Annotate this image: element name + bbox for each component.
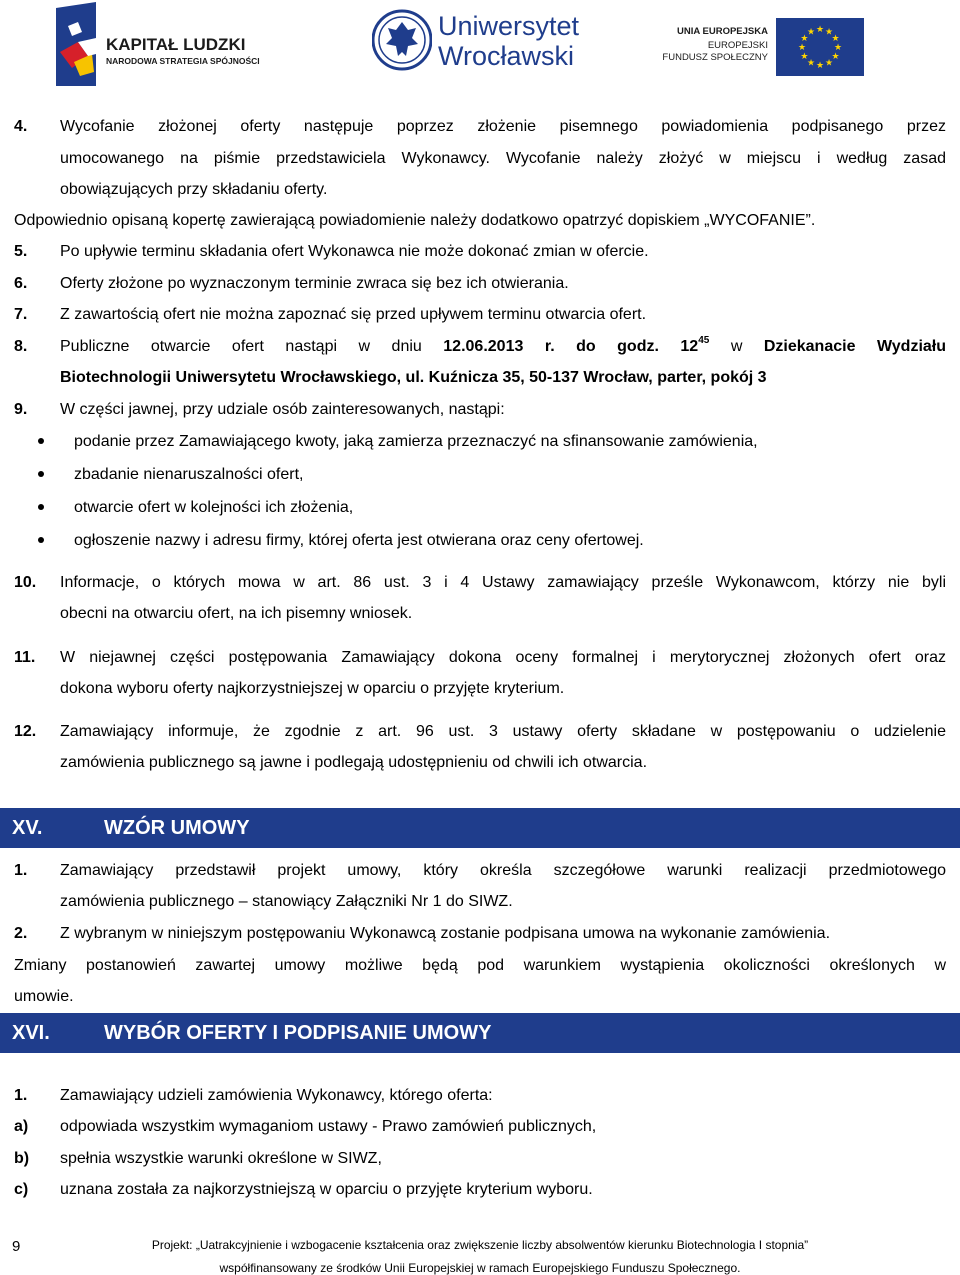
xvi-sub-letter: c) [14,1181,29,1198]
bullet-item: ogłoszenie nazwy i adresu firmy, której oferta jest otwierana oraz ceny ofertowej. [74,532,644,549]
bullet-item: podanie przez Zamawiającego kwoty, jaką zamierza przeznaczyć na sfinansowanie zamówienia, [74,433,758,450]
footer-project-line: Projekt: „Uatrakcyjnienie i wzbogacenie kształcenia oraz zwiększenie liczby absolwentów kierunku Biotechnologia I stopnia” [151,1238,809,1252]
item-4-number: 4. [14,118,28,135]
item-9-number: 9. [14,401,28,418]
xvi-item-1-number: 1. [14,1087,28,1104]
item-8-line2: Biotechnologii Uniwersytetu Wrocławskiego, ul. Kuźnicza 35, 50-137 Wrocław, parter, pokój 3 [60,369,767,386]
xv-item-1-line2: zamówienia publicznego – stanowiący Załączniki Nr 1 do SIWZ. [60,893,513,910]
kapital-ludzki-subtitle: NARODOWA STRATEGIA SPÓJNOŚCI [106,56,260,66]
opening-time [680,334,710,356]
bullet-icon [38,438,44,444]
section-xvi-title: WYBÓR OFERTY I PODPISANIE UMOWY [104,1022,492,1044]
xvi-sub-text: uznana została za najkorzystniejszą w oparciu o przyjęte kryterium wyboru. [60,1181,593,1198]
uniwersytet-wroclawski-logo [372,8,580,74]
eu-star-icon: ★ [815,60,825,70]
xv-item-2-line3: umowie. [14,988,74,1005]
item-4-line2: umocowanego na piśmie przedstawiciela Wykonawcy. Wycofanie należy złożyć w miejscu i według zasad [60,150,946,167]
opening-hour: 12 [680,338,699,355]
item-5-text: Po upływie terminu składania ofert Wykonawca nie może dokonać zmian w ofercie. [60,243,649,260]
item-8-line1 [60,334,946,356]
eu-star-icon: ★ [815,24,825,34]
opening-place: Dziekanacie [763,338,856,355]
item-4-line4: Odpowiednio opisaną kopertę zawierającą powiadomienie należy dodatkowo opatrzyć dopiskiem „WYCOFANIE”. [14,212,816,229]
bullet-icon [38,504,44,510]
xv-item-2-line1: Z wybranym w niniejszym postępowaniu Wykonawcą zostanie podpisana umowa na wykonanie zamówienia. [60,925,831,942]
xvi-sub-letter: b) [14,1150,30,1167]
xv-item-1-line1: Zamawiający przedstawił projekt umowy, który określa szczegółowe warunki realizacji przedmiotowego [60,862,946,879]
kapital-ludzki-title: KAPITAŁ LUDZKI [106,35,246,54]
item-8-word: nastąpi [285,338,338,355]
item-7-text: Z zawartością ofert nie można zapoznać się przed upływem terminu otwarcia ofert. [60,306,647,323]
university-name-line1: Uniwersytet [438,11,580,41]
eu-flag-icon [776,18,864,76]
university-crest-icon [372,8,432,72]
section-xv-title: WZÓR UMOWY [104,817,250,839]
eu-star-icon: ★ [824,26,834,37]
xvi-item-1-text: Zamawiający udzieli zamówienia Wykonawcy, którego oferta: [60,1087,493,1104]
header [0,0,960,90]
university-name-line2: Wrocławski [438,41,575,71]
section-xv-number: XV. [12,817,43,839]
eu-star-icon: ★ [824,57,834,68]
xvi-sub-text: odpowiada wszystkim wymaganiom ustawy - Prawo zamówień publicznych, [60,1118,597,1135]
item-6-number: 6. [14,275,28,292]
item-5-number: 5. [14,243,28,260]
eu-star-icon: ★ [833,42,843,52]
xv-item-2-line2: Zmiany postanowień zawartej umowy możliwe będą pod warunkiem wystąpienia okoliczności określonych w [14,957,946,974]
item-11-line1: W niejawnej części postępowania Zamawiający dokona oceny formalnej i merytorycznej złożonych ofert oraz [60,649,946,666]
eu-star-icon: ★ [831,33,840,43]
eu-text-line3: FUNDUSZ SPOŁECZNY [662,52,768,63]
item-8-word: r. [544,338,555,355]
eu-star-icon: ★ [831,51,840,61]
footer-funding-line: współfinansowany ze środków Unii Europejskiej w ramach Europejskiego Funduszu Społecznego. [219,1261,741,1275]
item-4-line1: Wycofanie złożonej oferty następuje poprzez złożenie pisemnego powiadomienia podpisanego przez [60,118,946,135]
section-xvi-number: XVI. [12,1022,50,1044]
eu-text-line1: UNIA EUROPEJSKA [677,26,768,37]
item-8-word: w [730,338,743,355]
item-12-number: 12. [14,723,37,740]
bullet-item: zbadanie nienaruszalności ofert, [74,466,304,483]
eu-star-icon: ★ [806,26,816,37]
opening-place: Wydziału [876,338,946,355]
item-7-number: 7. [14,306,28,323]
eu-star-icon: ★ [800,33,809,43]
item-4-line3: obowiązujących przy składaniu oferty. [60,181,328,198]
xv-item-1-number: 1. [14,862,28,879]
item-6-text: Oferty złożone po wyznaczonym terminie zwraca się bez ich otwierania. [60,275,569,292]
item-8-word: do [576,338,596,355]
item-12-line2: zamówienia publicznego są jawne i podlegają udostępnieniu od chwili ich otwarcia. [60,754,648,771]
item-8-word: ofert [231,338,264,355]
kapital-ludzki-logo [52,2,292,86]
kapital-ludzki-emblem-icon [52,2,102,86]
section-xvi-header [0,1013,960,1053]
bullet-item: otwarcie ofert w kolejności ich złożenia, [74,499,354,516]
eu-star-icon: ★ [797,42,807,52]
xvi-sub-text: spełnia wszystkie warunki określone w SIWZ, [60,1150,382,1167]
item-8-word: dniu [391,338,422,355]
opening-date: 12.06.2013 [443,338,524,355]
xv-item-2-number: 2. [14,925,28,942]
eu-star-icon: ★ [800,51,809,61]
page-number: 9 [12,1238,21,1255]
item-11-number: 11. [14,649,36,666]
eu-logo [650,14,865,74]
item-8-word: w [358,338,371,355]
bullet-icon [38,471,44,477]
bullet-icon [38,537,44,543]
xvi-sub-letter: a) [14,1118,29,1135]
item-8-word: godz. [617,338,659,355]
eu-star-icon: ★ [806,57,816,68]
eu-text-line2: EUROPEJSKI [707,40,768,51]
item-8-word: otwarcie [150,338,211,355]
opening-minutes: 45 [698,334,710,346]
item-10-number: 10. [14,574,37,591]
item-10-line2: obecni na otwarciu ofert, na ich pisemny wniosek. [60,605,413,622]
item-10-line1: Informacje, o których mowa w art. 86 ust. 3 i 4 Ustawy zamawiający prześle Wykonawcom, którzy nie byli [60,574,946,591]
item-8-word: Publiczne [60,338,130,355]
item-11-line2: dokona wyboru oferty najkorzystniejszej w oparciu o przyjęte kryterium. [60,680,565,697]
section-xv-header [0,808,960,848]
item-8-number: 8. [14,338,28,355]
item-12-line1: Zamawiający informuje, że zgodnie z art. 96 ust. 3 ustawy oferty składane w postępowaniu o udzielenie [60,723,946,740]
item-9-text: W części jawnej, przy udziale osób zainteresowanych, nastąpi: [60,401,505,418]
